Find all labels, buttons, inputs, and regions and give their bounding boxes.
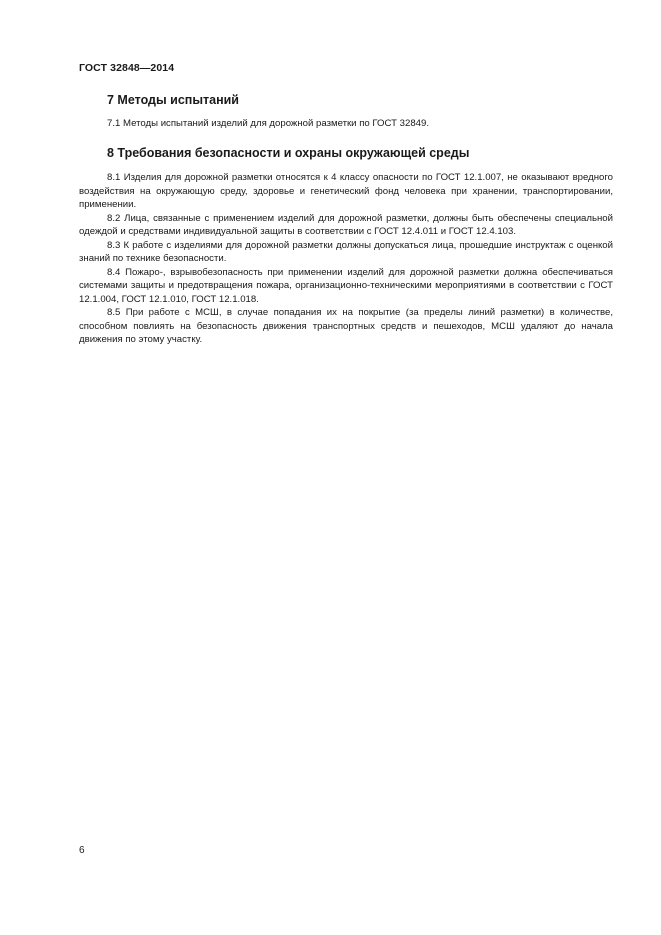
document-code: ГОСТ 32848—2014 bbox=[79, 62, 175, 74]
paragraph-8-3: 8.3 К работе с изделиями для дорожной разметки должны допускаться лица, прошедшие инструктаж с оценкой знаний по технике безопасности. bbox=[79, 239, 613, 264]
paragraph-8-5: 8.5 При работе с МСШ, в случае попадания их на покрытие (за пределы линий разметки) в количестве, способном повлиять на безопасность движения транспортных средств и пешеходов, МСШ удаляют до начала движения по этому участку. bbox=[79, 307, 613, 345]
paragraph-7-1: 7.1 Методы испытаний изделий для дорожной разметки по ГОСТ 32849. bbox=[107, 118, 429, 129]
section-7-body bbox=[79, 117, 613, 131]
section-7-title: 7 Методы испытаний bbox=[107, 93, 239, 107]
paragraph-8-1: 8.1 Изделия для дорожной разметки относятся к 4 классу опасности по ГОСТ 12.1.007, не оказывают вредного воздействия на окружающую среду, здоровье и генетический фонд человека при хранении, транспортировании, применении. bbox=[79, 172, 613, 210]
paragraph-8-2: 8.2 Лица, связанные с применением изделий для дорожной разметки, должны быть обеспечены специальной одеждой и средствами индивидуальной защиты в соответствии с ГОСТ 12.4.011 и ГОСТ 12.4.103. bbox=[79, 212, 613, 237]
paragraph-8-4: 8.4 Пожаро-, взрывобезопасность при применении изделий для дорожной разметки должна обеспечиваться системами защиты и предотвращения пожара, организационно-техническими мероприятиями в соответствии с ГОСТ 12.1.004, ГОСТ 12.1.010, ГОСТ 12.1.018. bbox=[79, 266, 613, 305]
section-8-title: 8 Требования безопасности и охраны окружающей среды bbox=[107, 146, 470, 160]
section-8-body bbox=[79, 171, 613, 347]
page-number: 6 bbox=[79, 845, 85, 856]
